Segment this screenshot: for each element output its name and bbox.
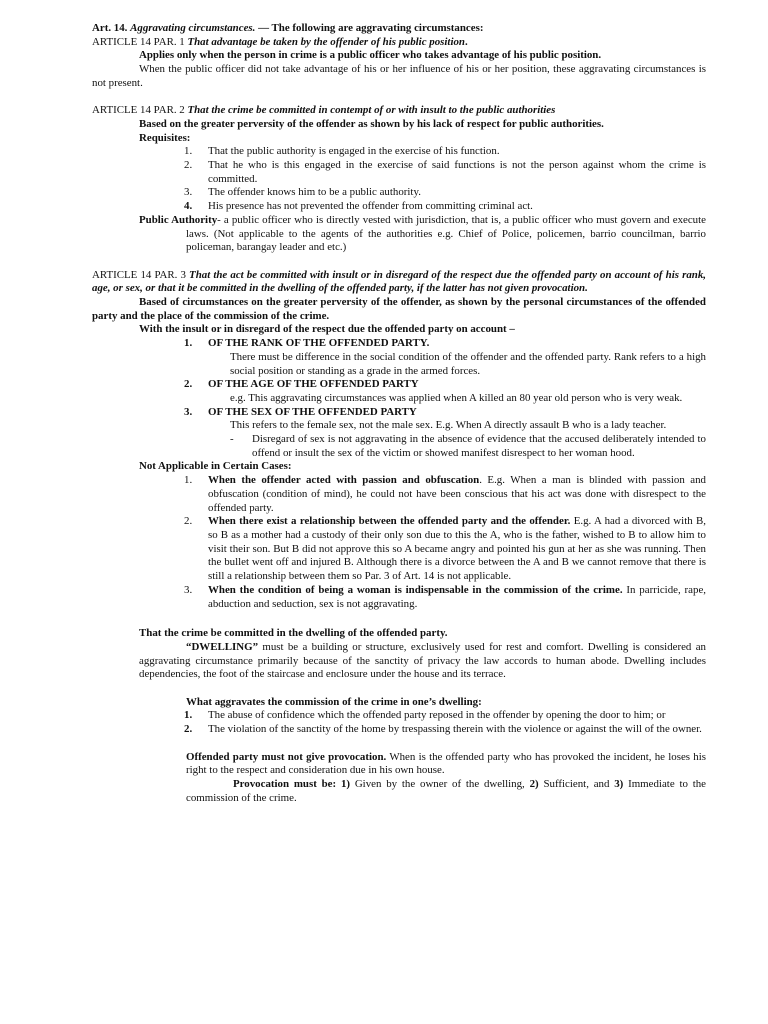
what-aggravates-label: What aggravates the commission of the crime in one’s dwelling: <box>186 695 482 708</box>
list-item: 3. When the condition of being a woman is indispensable in the commission of the crime. In parricide, rape, abduction and seduction, sex is not aggravating. <box>184 583 707 610</box>
not-applicable-label: Not Applicable in Certain Cases: <box>139 460 292 473</box>
par3-heading: ARTICLE 14 PAR. 3 That the act be committed with insult or in disregard of the respect due the offended party on account of his rank, age, or sex, or that it be committed in the dwelling of the offended party, if the latter has not given provocation. <box>92 268 706 295</box>
art-number: Art. 14. <box>92 22 128 34</box>
list-item: 3. OF THE SEX OF THE OFFENDED PARTY <box>184 405 417 418</box>
art14-heading <box>92 22 706 36</box>
par1-note: When the public officer did not take advantage of his or her influence of his or her position, these aggravating circumstances is not present. <box>92 63 706 89</box>
par1-applies: Applies only when the person in crime is a public officer who takes advantage of his public position. <box>139 49 602 62</box>
par2-based: Based on the greater perversity of the offender as shown by his lack of respect for public authorities. <box>139 117 604 130</box>
list-item: 1. That the public authority is engaged in the exercise of his function. <box>184 145 500 158</box>
par2-heading: ARTICLE 14 PAR. 2 That the crime be committed in contempt of or with insult to the public authorities <box>92 104 556 117</box>
requisites-label: Requisites: <box>139 131 191 144</box>
dwelling-heading: That the crime be committed in the dwelling of the offended party. <box>139 627 448 640</box>
cases-list <box>92 474 706 611</box>
provocation-para: Offended party must not give provocation. When is the offended party who has provoked the incident, he loses his right to the respect and consideration due in his own house. <box>186 750 706 777</box>
provocation-must: Provocation must be: 1) Given by the owner of the dwelling, 2) Sufficient, and 3) Immediate to the commission of the crime. <box>186 777 707 804</box>
list-item: 2. The violation of the sanctity of the home by trespassing therein with the violence or against the will of the owner. <box>184 723 702 736</box>
list-item-text: This refers to the female sex, not the male sex. E.g. When A directly assault B who is a lady teacher. <box>230 419 667 432</box>
requisites-list <box>92 145 706 214</box>
art-title: Aggravating circumstances. <box>130 22 256 34</box>
par3-based: Based of circumstances on the greater perversity of the offender, as shown by the personal circumstances of the offended party and the place of the commission of the crime. <box>92 296 706 322</box>
list-item: 2. When there exist a relationship between the offended party and the offender. E.g. A had a divorced with B, so B as a mother had a custody of their only son due to this the A, who is the father, wished to B to allow him to visit their son. But B did not approve this so A became angry and pointed his gun at her as she was running. Then the bullet went off and injured B. Although there is a divorce between the A and B we cannot remove that there is still a relationship between them so Par. 3 of Art. 14 is not applicable. <box>184 515 706 583</box>
list-item: 1. The abuse of confidence which the offended party reposed in the offender by opening the door to him; or <box>184 709 666 722</box>
dash-item: - Disregard of sex is not aggravating in the absence of evidence that the accused deliberately intended to offend or insult the sex of the victim or showed manifest disrespect to her woman hood. <box>230 433 706 459</box>
list-item: 1. OF THE RANK OF THE OFFENDED PARTY. <box>184 337 430 350</box>
public-authority-def: Public Authority- a public officer who is directly vested with jurisdiction, that is, a public officer who must govern and execute laws. (Not applicable to the agents of the authorities e.g. Chief of Police, policemen, barrio councilman, barrio policeman, barangay leader and etc.) <box>139 213 706 254</box>
list-item: 1. When the offender acted with passion and obfuscation. E.g. When a man is blinded with passion and obfuscation (condition of mind), he could not have been conscious that his act was done with disrespect to the offended party. <box>184 474 706 514</box>
what-aggravates-list <box>92 709 706 736</box>
list-item: 4. His presence has not prevented the offender from committing criminal act. <box>184 200 533 213</box>
par3-with-insult: With the insult or in disregard of the respect due the offended party on account – <box>139 323 515 336</box>
list-item: 3. The offender knows him to be a public authority. <box>184 186 421 199</box>
offended-party-list <box>92 337 706 460</box>
list-item: 2. OF THE AGE OF THE OFFENDED PARTY <box>184 378 419 391</box>
dwelling-def: “DWELLING” must be a building or structure, exclusively used for rest and comfort. Dwelling is considered an aggravating circumstance primarily because of the sanctity of privacy the law accords to human abode. Dwelling includes dependencies, the foot of the staircase and enclosure under the house and its terrace. <box>139 640 706 681</box>
list-item-text: There must be difference in the social condition of the offender and the offended party. Rank refers to a high social position or standing as a grade in the armed forces. <box>230 350 706 377</box>
list-item-text: e.g. This aggravating circumstances was applied when A killed an 80 year old person who is very weak. <box>230 391 683 404</box>
list-item: 2. That he who is this engaged in the exercise of said functions is not the person against whom the crime is committed. <box>184 159 706 185</box>
art-intro: — The following are aggravating circumstances: <box>255 22 484 34</box>
par1-heading: ARTICLE 14 PAR. 1 That advantage be taken by the offender of his public position. <box>92 35 468 48</box>
